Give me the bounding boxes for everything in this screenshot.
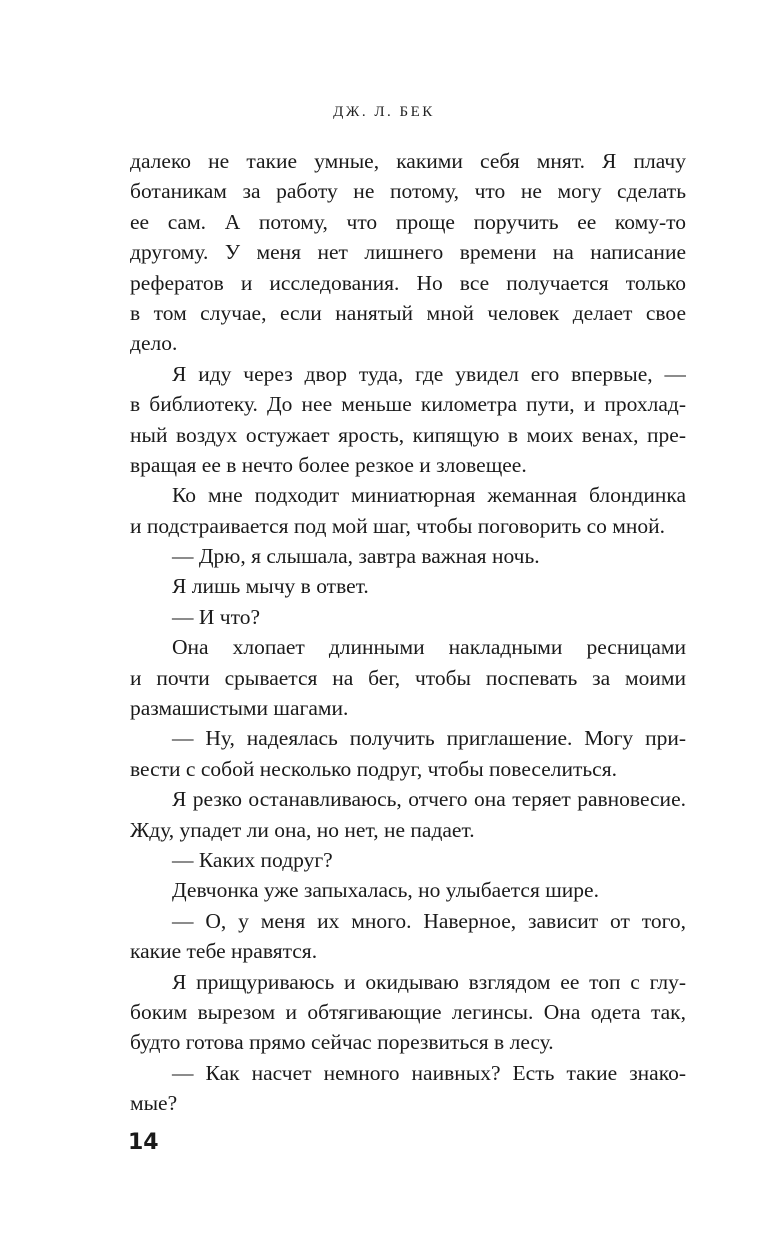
text-line: Я резко останавливаюсь, отчего она теряет равновесие. xyxy=(172,787,686,812)
text-line: Я иду через двор туда, где увидел его впервые, — xyxy=(172,361,686,386)
text-line: рефератов и исследования. Но все получается только xyxy=(130,270,686,295)
text-line: дело. xyxy=(130,331,178,356)
text-line: — Дрю, я слышала, завтра важная ночь. xyxy=(172,544,540,569)
text-line: ный воздух остужает ярость, кипящую в моих венах, пре- xyxy=(130,422,686,447)
text-line: Ко мне подходит миниатюрная жеманная блондинка xyxy=(172,483,686,508)
body-text xyxy=(130,146,686,1119)
text-line: вращая ее в нечто более резкое и зловещее. xyxy=(130,452,527,477)
text-line: какие тебе нравятся. xyxy=(130,939,318,964)
text-line: мые? xyxy=(130,1091,178,1116)
text-line: Девчонка уже запыхалась, но улыбается шире. xyxy=(172,878,599,903)
text-line: ее сам. А потому, что проще поручить ее кому-то xyxy=(130,209,686,234)
text-line: Жду, упадет ли она, но нет, не падает. xyxy=(130,817,475,842)
text-line: — Каких подруг? xyxy=(172,847,333,872)
text-line: — И что? xyxy=(172,604,260,629)
text-line: Я лишь мычу в ответ. xyxy=(172,574,369,599)
text-line: Я прищуриваюсь и окидываю взглядом ее топ с глу- xyxy=(172,969,686,994)
text-line: — Ну, надеялась получить приглашение. Могу при- xyxy=(172,726,686,751)
text-line: боким вырезом и обтягивающие легинсы. Она одета так, xyxy=(130,999,686,1024)
text-line: далеко не такие умные, какими себя мнят. Я плачу xyxy=(130,149,686,173)
text-line: вести с собой несколько подруг, чтобы повеселиться. xyxy=(130,756,617,781)
text-line: в том случае, если нанятый мной человек делает свое xyxy=(130,300,686,325)
text-line: Она хлопает длинными накладными ресницами xyxy=(172,635,686,660)
running-header: ДЖ. Л. БЕК xyxy=(333,104,435,120)
text-line: размашистыми шагами. xyxy=(130,696,349,721)
text-line: в библиотеку. До нее меньше километра пути, и прохлад- xyxy=(130,392,686,417)
page-number: 14 xyxy=(128,1130,159,1155)
text-line: — Как насчет немного наивных? Есть такие знако- xyxy=(172,1060,686,1085)
text-line: ботаникам за работу не потому, что не могу сделать xyxy=(130,179,686,204)
text-line: и подстраивается под мой шаг, чтобы поговорить со мной. xyxy=(130,513,666,538)
text-line: — О, у меня их много. Наверное, зависит от того, xyxy=(172,908,686,933)
text-line: и почти срывается на бег, чтобы поспевать за моими xyxy=(130,665,686,690)
text-line: будто готова прямо сейчас порезвиться в лесу. xyxy=(130,1030,554,1055)
text-line: другому. У меня нет лишнего времени на написание xyxy=(130,240,686,265)
